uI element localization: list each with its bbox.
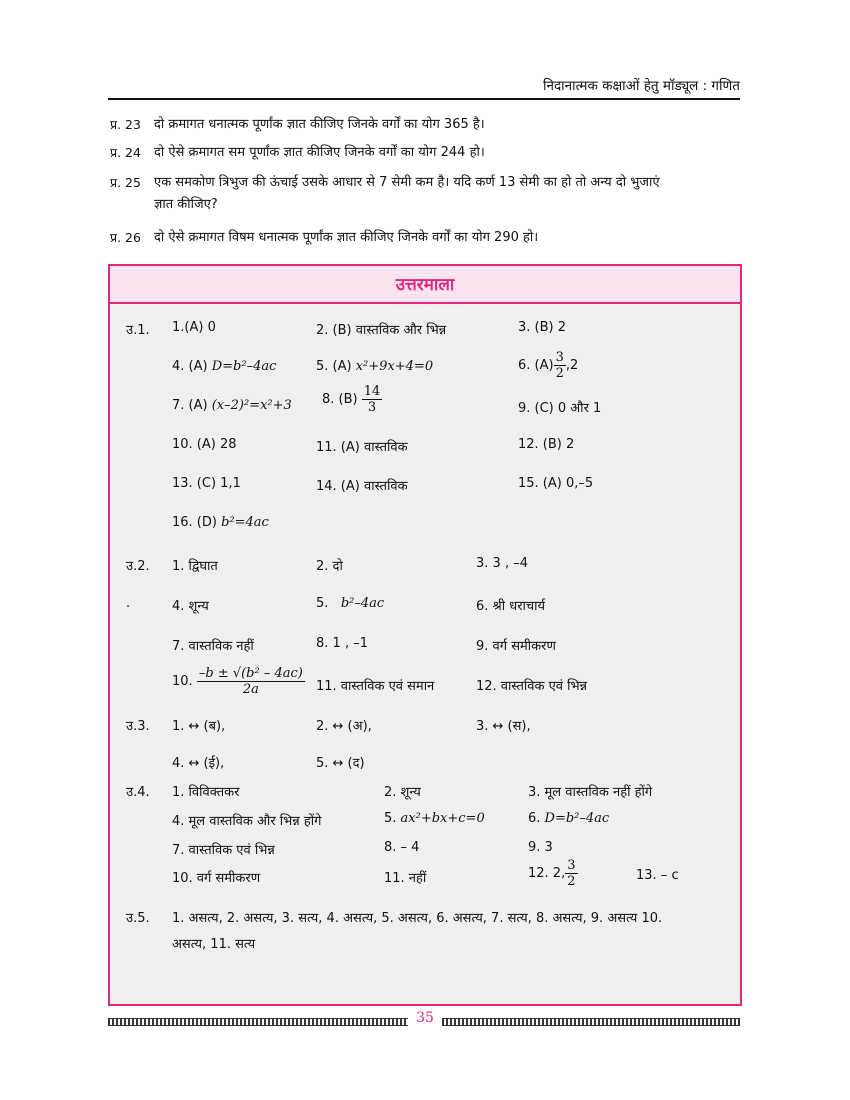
question-26 (110, 227, 742, 249)
question-number: प्र. 25 (110, 175, 141, 190)
fraction: $\frac{14}{3}$ (363, 384, 381, 415)
quadratic-formula: $\frac{\text{–b ± √(b² – 4ac)}}{2a}$ (198, 666, 303, 697)
answer-label: उ.3. (126, 719, 150, 734)
answer-item: 5. ↔ (द) (316, 756, 365, 771)
answer-item: 6. D=b²–4ac (528, 811, 610, 826)
page-number: 35 (416, 1010, 434, 1026)
answer-item: 8. 1 , –1 (316, 636, 368, 651)
fraction: $\frac{3}{2}$ (567, 858, 576, 889)
answer-item: 1. द्विघात (172, 559, 218, 574)
answer-item: 8. – 4 (384, 840, 420, 855)
answer-item: 4. शून्य (172, 599, 209, 614)
answer-item: 5. b²–4ac (316, 596, 385, 611)
question-text: दो ऐसे क्रमागत सम पूर्णांक ज्ञात कीजिए जिनके वर्गों का योग 244 हो। (154, 145, 485, 160)
answer-item: 12. वास्तविक एवं भिन्न (476, 679, 588, 694)
answer-item: 11. नहीं (384, 871, 427, 886)
page-footer (108, 1010, 740, 1032)
answer-label: उ.4. (126, 785, 150, 800)
answer-item: 3. (B) 2 (518, 320, 567, 335)
answer-item: 11. (A) वास्तविक (316, 440, 408, 455)
answer-item: 7. वास्तविक नहीं (172, 639, 254, 654)
stray-dot: . (126, 596, 131, 611)
answer-item: 11. वास्तविक एवं समान (316, 679, 435, 694)
answer-item: 9. 3 (528, 840, 553, 855)
header-title: निदानात्मक कक्षाओं हेतु मॉड्यूल : गणित (542, 78, 740, 94)
answer-item: 12. (B) 2 (518, 437, 575, 452)
answer-item: 12. 2, $\frac{3}{2}$ (528, 858, 576, 889)
answer-item: 5. (A) x²+9x+4=0 (316, 359, 434, 374)
answer-item: 5. ax²+bx+c=0 (384, 811, 485, 826)
answer-item: 9. (C) 0 और 1 (518, 401, 602, 416)
question-number: प्र. 23 (110, 117, 141, 132)
answer-item: 4. (A) D=b²–4ac (172, 359, 277, 374)
answer-item: 16. (D) b²=4ac (172, 515, 269, 530)
answer-item: 2. शून्य (384, 785, 421, 800)
answer-box-header (110, 266, 740, 304)
question-24 (110, 142, 742, 164)
answer-item: 1. असत्य, 2. असत्य, 3. सत्य, 4. असत्य, 5. असत्य, 6. असत्य, 7. सत्य, 8. असत्य, 9. असत्य 10. (172, 911, 663, 926)
answer-item: 3. 3 , –4 (476, 556, 528, 571)
question-text: एक समकोण त्रिभुज की ऊंचाई उसके आधार से 7 सेमी कम है। यदि कर्ण 13 सेमी का हो तो अन्य दो भुजाएं (154, 175, 660, 190)
answer-item: 4. मूल वास्तविक और भिन्न होंगे (172, 814, 322, 829)
answer-item: 6. (A) $\frac{3}{2}$ ,2 (518, 350, 579, 381)
question-text: दो क्रमागत धनात्मक पूर्णांक ज्ञात कीजिए जिनके वर्गों का योग 365 है। (154, 117, 485, 132)
answer-item: 9. वर्ग समीकरण (476, 639, 556, 654)
answer-item: 10. $\frac{\text{–b ± √(b² – 4ac)}}{2a}$ (172, 666, 303, 697)
answer-item: 1. विविक्तकर (172, 785, 240, 800)
answer-item: 7. वास्तविक एवं भिन्न (172, 843, 275, 858)
answer-label: उ.1. (126, 323, 150, 338)
question-text: दो ऐसे क्रमागत विषम धनात्मक पूर्णांक ज्ञात कीजिए जिनके वर्गों का योग 290 हो। (154, 230, 539, 245)
answer-item: 1. ↔ (ब), (172, 719, 226, 734)
answer-item: 1.(A) 0 (172, 320, 216, 335)
answer-item: 2. ↔ (अ), (316, 719, 372, 734)
answer-label: उ.5. (126, 911, 150, 926)
answer-item: 10. वर्ग समीकरण (172, 871, 261, 886)
answer-item: 4. ↔ (ई), (172, 756, 225, 771)
question-23 (110, 114, 742, 136)
answer-item: 8. (B) $\frac{14}{3}$ (322, 384, 381, 415)
answer-item: 13. – c (636, 868, 679, 883)
answer-item: 2. दो (316, 559, 343, 574)
answer-item: 13. (C) 1,1 (172, 476, 241, 491)
answer-box-title: उत्तरमाला (395, 275, 455, 295)
question-number: प्र. 24 (110, 145, 141, 160)
answer-item: 7. (A) (x–2)²=x²+3 (172, 398, 292, 413)
answer-label: उ.2. (126, 559, 150, 574)
answer-item: 6. श्री धराचार्य (476, 599, 546, 614)
answer-item: 14. (A) वास्तविक (316, 479, 408, 494)
answer-item: 15. (A) 0,–5 (518, 476, 594, 491)
answer-box (108, 264, 742, 1006)
footer-border-right (442, 1018, 740, 1026)
answer-item: 10. (A) 28 (172, 437, 237, 452)
question-text-cont: ज्ञात कीजिए? (154, 197, 218, 212)
answer-item: 3. ↔ (स), (476, 719, 531, 734)
question-25 (110, 172, 742, 216)
answer-item: 3. मूल वास्तविक नहीं होंगे (528, 785, 653, 800)
answer-item: असत्य, 11. सत्य (172, 937, 256, 952)
question-number: प्र. 26 (110, 230, 141, 245)
page-header (108, 68, 740, 100)
answer-item: 2. (B) वास्तविक और भिन्न (316, 323, 447, 338)
fraction: $\frac{3}{2}$ (555, 350, 564, 381)
footer-border-left (108, 1018, 408, 1026)
